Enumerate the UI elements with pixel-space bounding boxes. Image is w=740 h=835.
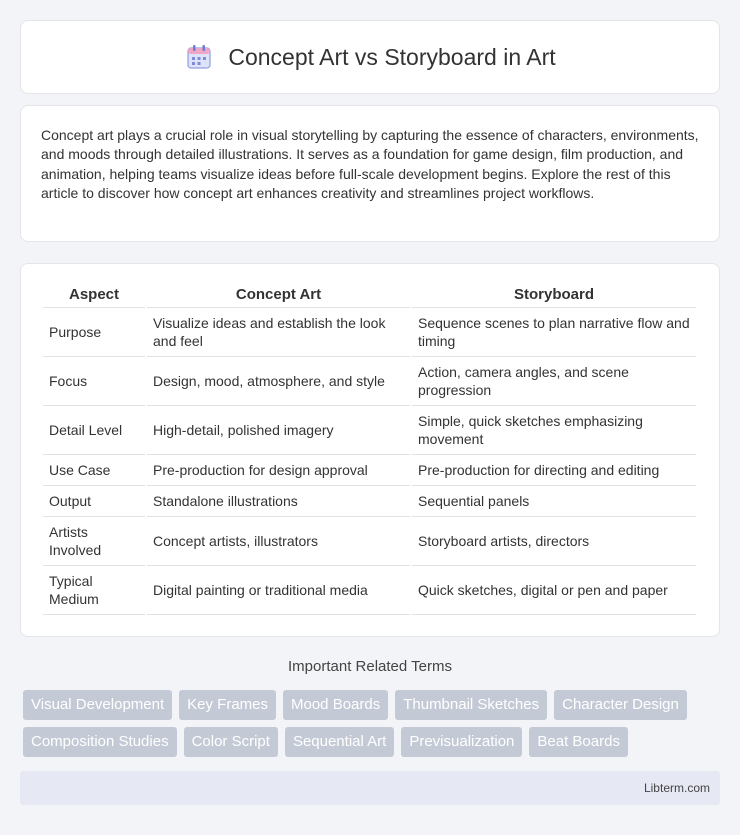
row-concept-art: Visualize ideas and establish the look and feel bbox=[147, 308, 410, 357]
tag-color-script[interactable]: Color Script bbox=[184, 727, 278, 757]
row-concept-art: Digital painting or traditional media bbox=[147, 566, 410, 615]
related-terms-list bbox=[23, 690, 723, 757]
table-row bbox=[43, 566, 696, 615]
row-concept-art: Concept artists, illustrators bbox=[147, 517, 410, 566]
tag-composition-studies[interactable]: Composition Studies bbox=[23, 727, 177, 757]
calendar-icon bbox=[184, 42, 214, 72]
row-concept-art: High-detail, polished imagery bbox=[147, 406, 410, 455]
header-concept-art: Concept Art bbox=[147, 282, 410, 308]
tag-previsualization[interactable]: Previsualization bbox=[401, 727, 522, 757]
footer-site-link[interactable]: Libterm.com bbox=[643, 781, 710, 795]
header-aspect: Aspect bbox=[43, 282, 145, 308]
tag-character-design[interactable]: Character Design bbox=[554, 690, 687, 720]
table-row bbox=[43, 486, 696, 517]
table-header-row bbox=[43, 282, 696, 308]
page-title: Concept Art vs Storyboard in Art bbox=[228, 43, 556, 70]
row-aspect: Detail Level bbox=[43, 406, 145, 455]
table-row bbox=[43, 455, 696, 486]
row-storyboard: Simple, quick sketches emphasizing movement bbox=[412, 406, 696, 455]
row-concept-art: Standalone illustrations bbox=[147, 486, 410, 517]
row-aspect: Purpose bbox=[43, 308, 145, 357]
row-concept-art: Design, mood, atmosphere, and style bbox=[147, 357, 410, 406]
row-storyboard: Quick sketches, digital or pen and paper bbox=[412, 566, 696, 615]
row-storyboard: Sequence scenes to plan narrative flow and timing bbox=[412, 308, 696, 357]
row-aspect: Focus bbox=[43, 357, 145, 406]
intro-card bbox=[20, 105, 720, 242]
tag-thumbnail-sketches[interactable]: Thumbnail Sketches bbox=[395, 690, 547, 720]
table-row bbox=[43, 357, 696, 406]
row-storyboard: Action, camera angles, and scene progression bbox=[412, 357, 696, 406]
row-aspect: Typical Medium bbox=[43, 566, 145, 615]
tag-sequential-art[interactable]: Sequential Art bbox=[285, 727, 394, 757]
header-storyboard: Storyboard bbox=[412, 282, 696, 308]
related-terms-title: Important Related Terms bbox=[288, 658, 452, 675]
table-row bbox=[43, 406, 696, 455]
row-storyboard: Storyboard artists, directors bbox=[412, 517, 696, 566]
title-wrap bbox=[184, 42, 555, 72]
row-aspect: Output bbox=[43, 486, 145, 517]
row-aspect: Artists Involved bbox=[43, 517, 145, 566]
tag-mood-boards[interactable]: Mood Boards bbox=[283, 690, 388, 720]
footer bbox=[20, 771, 720, 805]
table-row bbox=[43, 517, 696, 566]
tag-key-frames[interactable]: Key Frames bbox=[179, 690, 276, 720]
tag-beat-boards[interactable]: Beat Boards bbox=[529, 727, 628, 757]
row-storyboard: Pre-production for directing and editing bbox=[412, 455, 696, 486]
tag-visual-development[interactable]: Visual Development bbox=[23, 690, 172, 720]
row-concept-art: Pre-production for design approval bbox=[147, 455, 410, 486]
comparison-table bbox=[41, 282, 698, 615]
header-card bbox=[20, 20, 720, 94]
table-row bbox=[43, 308, 696, 357]
row-storyboard: Sequential panels bbox=[412, 486, 696, 517]
row-aspect: Use Case bbox=[43, 455, 145, 486]
comparison-table-card bbox=[20, 263, 720, 637]
intro-paragraph: Concept art plays a crucial role in visual storytelling by capturing the essence of characters, environments, and moods through detailed illustrations. It serves as a foundation for game design, film production, and animation, helping teams visualize ideas before full-scale development begins. Explore the rest of this article to discover how concept art enhances creativity and streamlines project workflows. bbox=[41, 127, 699, 202]
